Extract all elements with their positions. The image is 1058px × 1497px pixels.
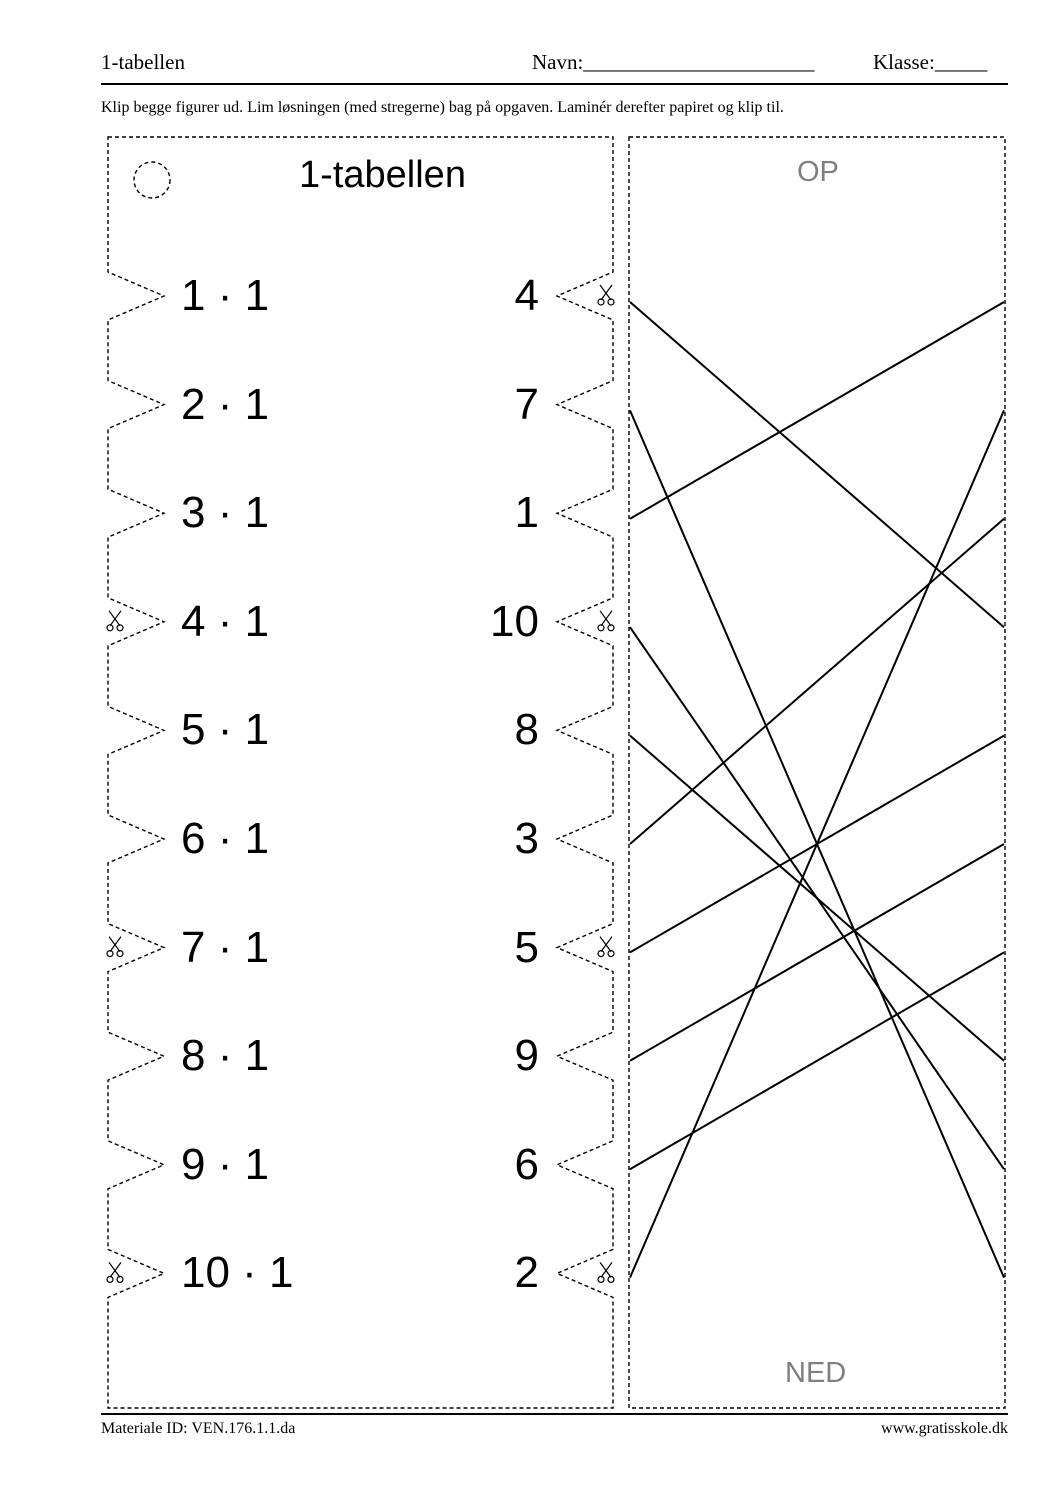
class-blank: _____ — [934, 50, 988, 74]
row-expression: 8 · 1 — [181, 1031, 270, 1081]
scissors-icon — [598, 611, 614, 631]
scissors-blade — [600, 937, 611, 952]
scissors-icon — [107, 1262, 123, 1282]
row-answer: 9 — [514, 1031, 539, 1081]
scissors-icon — [598, 285, 614, 305]
scissors-blade — [601, 611, 612, 626]
row-answer: 7 — [514, 379, 539, 429]
row-expression: 1 · 1 — [181, 271, 270, 320]
scissors-blade — [600, 285, 611, 300]
row-answer: 2 — [514, 1248, 539, 1298]
row-answer: 3 — [514, 814, 539, 863]
scissors-blade — [109, 1262, 120, 1277]
right-panel — [629, 137, 1005, 1408]
row-expression: 2 · 1 — [181, 379, 270, 429]
solution-line — [630, 736, 1004, 1061]
scissors-blade — [600, 611, 611, 626]
scissors-blade — [109, 611, 120, 626]
row-expression: 7 · 1 — [181, 922, 270, 972]
scissors-blade — [601, 937, 612, 952]
row-answer: 4 — [514, 271, 539, 320]
scissors-icon — [598, 1262, 614, 1282]
left-panel-outline — [108, 137, 613, 1408]
row-expression: 4 · 1 — [181, 596, 270, 646]
row-answer: 1 — [514, 488, 539, 538]
scissors-blade — [600, 1262, 611, 1277]
row-expression: 6 · 1 — [181, 814, 270, 863]
row-answer: 5 — [514, 922, 539, 972]
header-title: 1-tabellen — [101, 50, 185, 74]
row-answer: 8 — [514, 705, 539, 755]
footer-rule — [101, 1413, 1008, 1415]
row-expression: 9 · 1 — [181, 1139, 270, 1189]
panel-title: 1-tabellen — [299, 154, 466, 196]
website: www.gratisskole.dk — [881, 1420, 1008, 1437]
material-id: Materiale ID: VEN.176.1.1.da — [101, 1420, 296, 1437]
row-expression: 5 · 1 — [181, 705, 270, 755]
scissors-icons — [107, 285, 614, 1282]
row-expression: 10 · 1 — [181, 1248, 294, 1298]
class-label: Klasse: — [873, 50, 935, 74]
scissors-icon — [107, 937, 123, 957]
instructions: Klip begge figurer ud. Lim løsningen (med stregerne) bag på opgaven. Laminér derefter papiret og klip til. — [101, 99, 784, 116]
solution-line — [630, 952, 1004, 1169]
row-expression: 3 · 1 — [181, 488, 270, 538]
name-blank: ______________________ — [583, 50, 815, 74]
left-panel — [108, 137, 613, 1408]
right-panel-outline — [629, 137, 1005, 1408]
row-answer: 10 — [490, 596, 539, 646]
scissors-icon — [107, 611, 123, 631]
scissors-blade — [109, 937, 120, 952]
scissors-icon — [598, 937, 614, 957]
row-answer: 6 — [514, 1139, 539, 1189]
solution-line — [630, 519, 1004, 844]
solution-line — [630, 844, 1004, 1061]
name-label: Navn: — [532, 50, 584, 74]
scissors-blade — [110, 937, 121, 952]
op-label: OP — [797, 156, 839, 188]
solution-lines — [630, 302, 1004, 1278]
scissors-blade — [110, 611, 121, 626]
scissors-blade — [110, 1262, 121, 1277]
punch-hole-circle — [134, 162, 170, 198]
scissors-blade — [601, 1262, 612, 1277]
solution-line — [630, 302, 1004, 627]
scissors-blade — [601, 285, 612, 300]
ned-label: NED — [785, 1357, 847, 1389]
solution-line — [630, 302, 1004, 519]
